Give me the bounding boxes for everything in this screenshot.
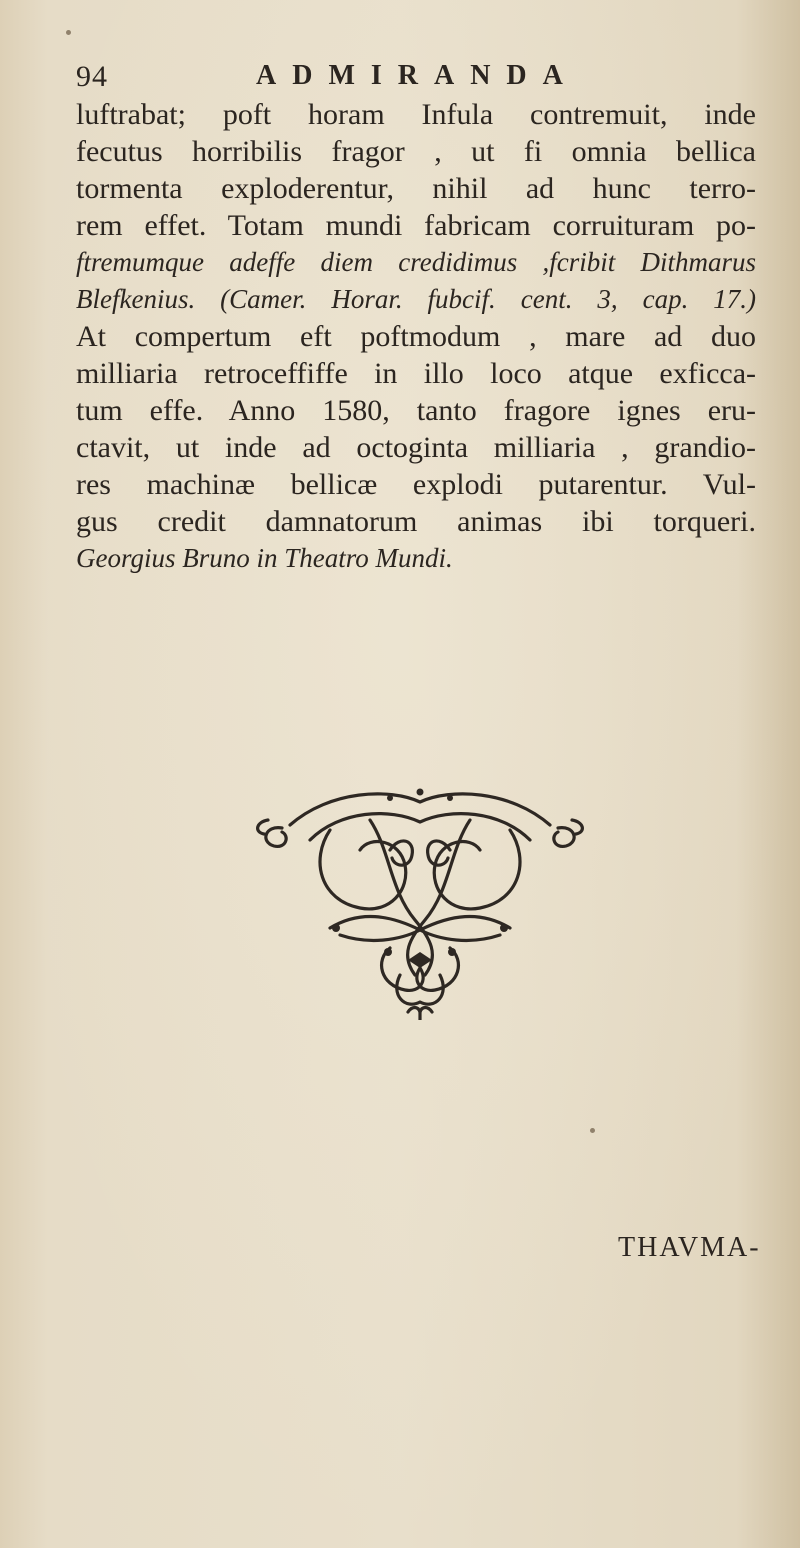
- text-line-3: tormenta exploderentur, nihil ad hunc terro-: [76, 172, 756, 205]
- text-line-10: ctavit, ut inde ad octoginta milliaria , grandio-: [76, 431, 756, 464]
- text-line-12: gus credit damnatorum animas ibi torqueri.: [76, 505, 756, 538]
- tailpiece-ornament: [240, 780, 600, 1020]
- text-line-7: At compertum eft poftmodum , mare ad duo: [76, 320, 756, 353]
- running-head: ADMIRANDA: [256, 60, 579, 91]
- text-line-9: tum effe. Anno 1580, tanto fragore ignes eru-: [76, 394, 756, 427]
- text-line-6: Blefkenius. (Camer. Horar. fubcif. cent. 3, cap. 17.): [76, 284, 756, 314]
- catchword: THAVMA-: [618, 1232, 761, 1263]
- text-line-8: milliaria retroceffiffe in illo loco atque exficca-: [76, 357, 756, 390]
- page-number: 94: [76, 60, 108, 93]
- text-line-5: ftremumque adeffe diem credidimus ,fcribit Dithmarus: [76, 247, 756, 277]
- paper-speck: [590, 1128, 595, 1133]
- page-header: [76, 60, 736, 100]
- text-line-13: Georgius Bruno in Theatro Mundi.: [76, 543, 453, 573]
- text-line-2: fecutus horribilis fragor , ut fi omnia bellica: [76, 135, 756, 168]
- text-line-4: rem effet. Totam mundi fabricam corruituram po-: [76, 209, 756, 242]
- paper-speck: [66, 30, 71, 35]
- text-line-1: luftrabat; poft horam Infula contremuit, inde: [76, 98, 756, 131]
- text-line-11: res machinæ bellicæ explodi putarentur. Vul-: [76, 468, 756, 501]
- body-text: [76, 96, 756, 577]
